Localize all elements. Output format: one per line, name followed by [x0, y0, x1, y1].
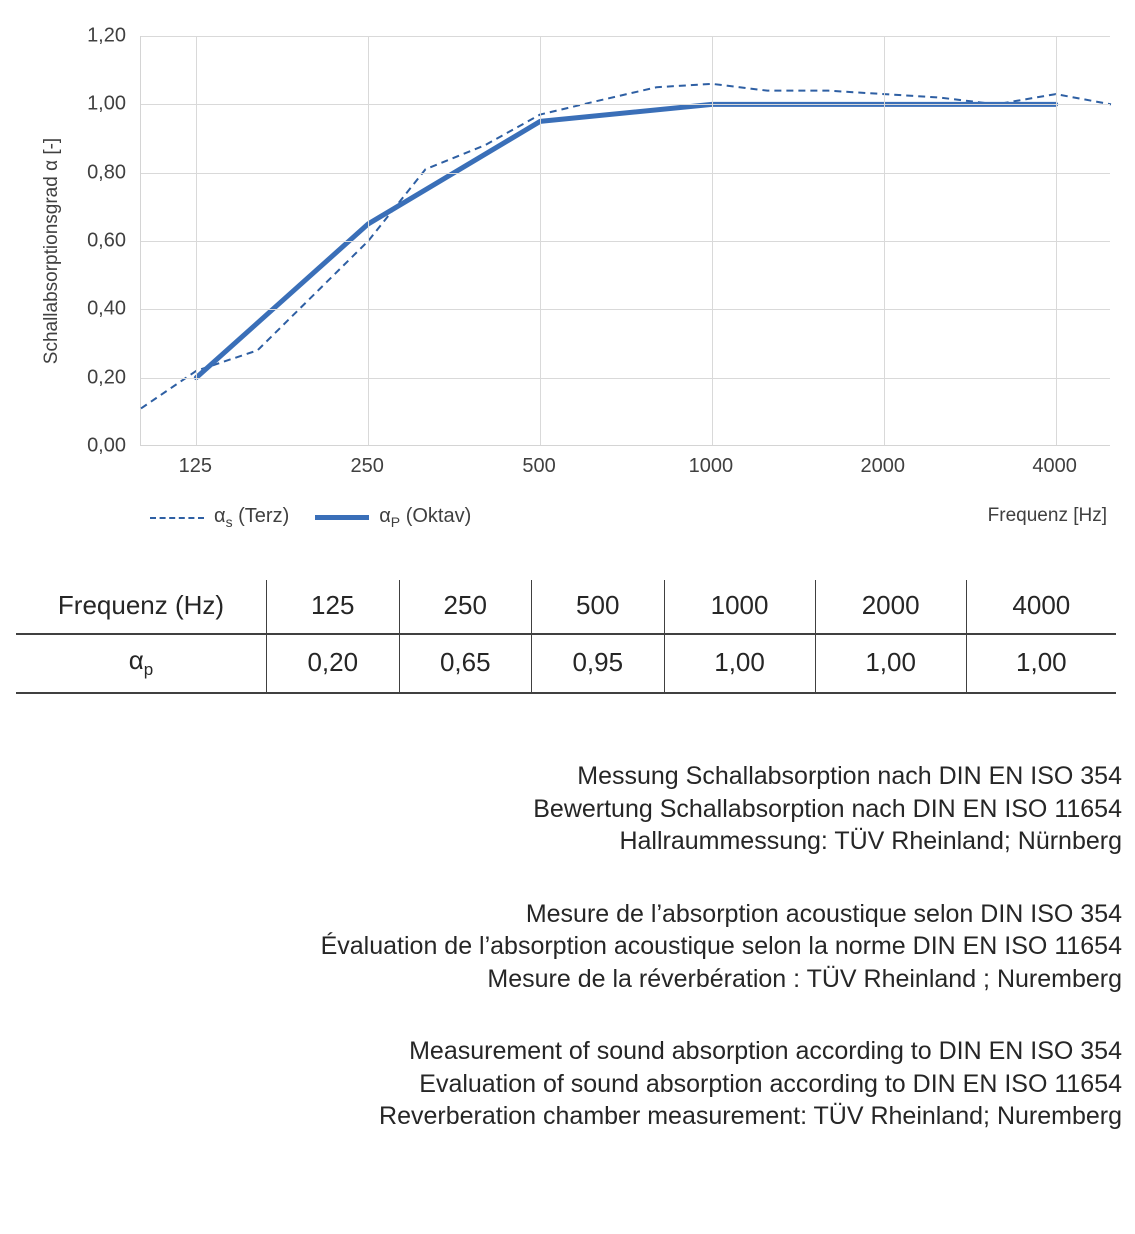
- table-header-cell: 4000: [966, 580, 1116, 634]
- table-row: [16, 634, 1116, 693]
- x-tick-label: 1000: [688, 455, 734, 477]
- x-tick-label: 250: [350, 455, 384, 477]
- note-line: Hallraummessung: TÜV Rheinland; Nürnberg: [619, 827, 1122, 855]
- table-header-cell: 2000: [815, 580, 966, 634]
- legend-swatch-dashed-icon: [150, 517, 204, 519]
- table-cell: 0,20: [267, 634, 400, 693]
- gridline-vertical: [540, 36, 541, 445]
- absorption-table: [16, 580, 1116, 694]
- table-row: [16, 580, 1116, 634]
- gridline-horizontal: [141, 36, 1110, 37]
- table-header-label: Frequenz (Hz): [16, 580, 267, 634]
- notes-french: [0, 898, 1122, 996]
- x-tick-label: 125: [178, 455, 213, 477]
- y-tick-label: 1,00: [87, 92, 126, 115]
- note-line: Mesure de l’absorption acoustique selon DIN ISO 354: [525, 899, 1122, 928]
- table-cell: 0,95: [532, 634, 665, 693]
- gridline-horizontal: [141, 173, 1110, 174]
- gridline-horizontal: [141, 104, 1110, 105]
- legend-label-terz: $\alpha_s$ (Terz): [214, 505, 290, 530]
- chart-series-terz: [141, 84, 1111, 409]
- note-line: Messung Schallabsorption nach DIN EN ISO 354: [577, 762, 1122, 790]
- table-header-cell: 1000: [664, 580, 815, 634]
- legend-item-terz: [150, 505, 289, 530]
- gridline-vertical: [1056, 36, 1057, 445]
- y-axis-title: Schallabsorptionsgrad α [-]: [41, 137, 62, 365]
- y-tick-label: 0,40: [87, 297, 126, 320]
- note-line: Reverberation chamber measurement: TÜV Rheinland; Nuremberg: [379, 1102, 1122, 1130]
- notes-english: [0, 1035, 1122, 1133]
- legend-swatch-solid-icon: [315, 515, 369, 520]
- x-tick-label: 4000: [1032, 455, 1077, 477]
- gridline-horizontal: [141, 241, 1110, 242]
- x-axis-title: Frequenz [Hz]: [987, 505, 1107, 526]
- gridline-horizontal: [141, 378, 1110, 379]
- table-cell: 1,00: [664, 634, 815, 693]
- table-header-cell: 125: [267, 580, 400, 634]
- note-line: Mesure de la réverbération : TÜV Rheinland ; Nuremberg: [487, 964, 1122, 993]
- notes-german: [0, 760, 1122, 858]
- table-cell: 1,00: [815, 634, 966, 693]
- table-header-cell: 500: [532, 580, 665, 634]
- table-cell: 0,65: [399, 634, 532, 693]
- gridline-vertical: [884, 36, 885, 445]
- y-tick-label: 0,60: [87, 229, 126, 252]
- y-tick-label: 0,20: [87, 366, 126, 389]
- x-tick-label: 500: [522, 455, 556, 477]
- plot-area: [140, 36, 1110, 446]
- x-tick-label: 2000: [860, 455, 906, 477]
- chart-legend: [150, 505, 471, 530]
- absorption-chart: [0, 0, 1135, 560]
- note-line: Évaluation de l’absorption acoustique selon la norme DIN EN ISO 11654: [320, 932, 1122, 960]
- table-header-cell: 250: [399, 580, 532, 634]
- gridline-horizontal: [141, 309, 1110, 310]
- legend-item-oktav: [315, 505, 471, 530]
- y-tick-label: 0,00: [87, 434, 126, 457]
- table-row-label: $\alpha_p$: [16, 634, 267, 693]
- note-line: Evaluation of sound absorption according to DIN EN ISO 11654: [419, 1069, 1122, 1098]
- note-line: Bewertung Schallabsorption nach DIN EN ISO 11654: [533, 794, 1122, 823]
- y-tick-label: 1,20: [87, 24, 126, 47]
- note-line: Measurement of sound absorption according to DIN EN ISO 354: [409, 1037, 1122, 1065]
- notes-block: [0, 760, 1122, 1173]
- legend-label-oktav: $\alpha_P$ (Oktav): [379, 505, 472, 530]
- gridline-vertical: [196, 36, 197, 445]
- y-tick-label: 0,80: [87, 161, 126, 184]
- gridline-vertical: [368, 36, 369, 445]
- gridline-vertical: [712, 36, 713, 445]
- table-cell: 1,00: [966, 634, 1116, 693]
